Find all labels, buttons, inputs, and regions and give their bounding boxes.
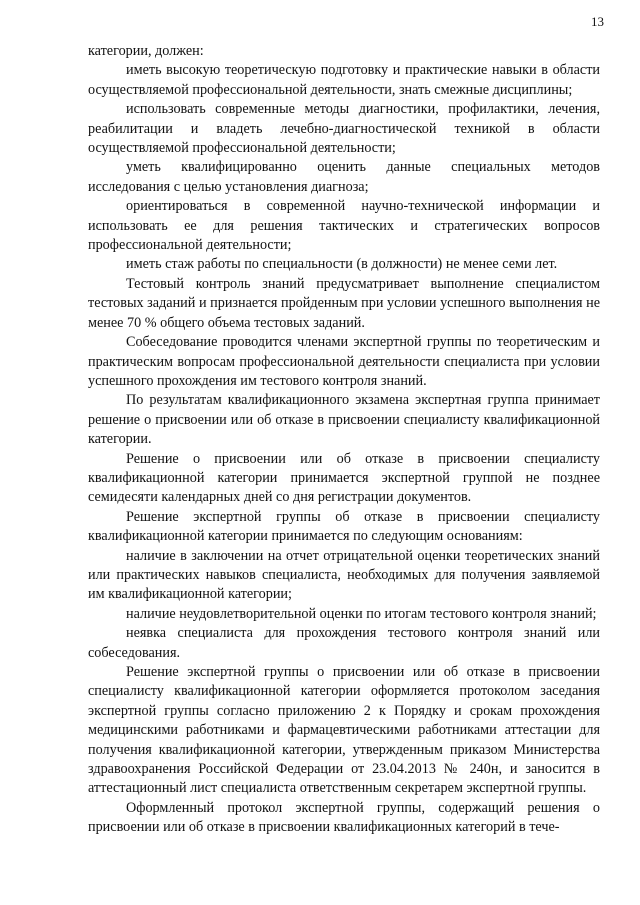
requirement-item: уметь квалифицированно оценить данные специальных методов исследования с целью установления диагноза;: [88, 159, 600, 195]
requirement-item: ориентироваться в современной научно-технической информации и использовать ее для решения тактических и стратегических вопросов профессиональной деятельности;: [88, 198, 600, 254]
requirement-item: иметь высокую теоретическую подготовку и практические навыки в области осуществляемой профессиональной деятельности, знать смежные дисциплины;: [88, 62, 600, 98]
paragraph: Решение экспертной группы о присвоении или об отказе в присвоении специалисту квалификационной категории оформляется протоколом заседания экспертной группы согласно приложению 2 к Порядку и срокам прохождения медицинскими работниками и фармацевтическими работниками аттестации для получения квалификационной категории, утвержденным приказом Министерства здравоохранения Российской Федерации от 23.04.2013 № 240н, и заносится в аттестационный лист специалиста ответственным секретарем экспертной группы.: [88, 664, 600, 797]
requirement-item: иметь стаж работы по специальности (в должности) не менее семи лет.: [126, 256, 558, 273]
body-text: [88, 42, 600, 838]
refusal-ground-item: наличие в заключении на отчет отрицательной оценки теоретических знаний или практических навыков специалиста, необходимых для получения заявляемой им квалификационной категории;: [88, 547, 600, 603]
page-number: 13: [591, 14, 604, 29]
paragraph: Тестовый контроль знаний предусматривает выполнение специалистом тестовых заданий и признается пройденным при условии успешного выполнения не менее 70 % общего объема тестовых заданий.: [88, 275, 600, 331]
requirement-item: использовать современные методы диагностики, профилактики, лечения, реабилитации и владеть лечебно-диагностической техникой в области осуществляемой профессиональной деятельности;: [88, 101, 600, 157]
paragraph-continuation: категории, должен:: [88, 43, 204, 59]
paragraph: Решение о присвоении или об отказе в присвоении специалисту квалификационной категории принимается экспертной группой не позднее семидесяти календарных дней со дня регистрации документов.: [88, 450, 600, 506]
refusal-ground-item: наличие неудовлетворительной оценки по итогам тестового контроля знаний;: [126, 605, 597, 622]
paragraph: Собеседование проводится членами экспертной группы по теоретическим и практическим вопросам профессиональной деятельности специалиста при условии успешного прохождения им тестового контроля знаний.: [88, 334, 600, 389]
paragraph: Оформленный протокол экспертной группы, содержащий решения о присвоении или об отказе в присвоении квалификационных категорий в тече-: [88, 799, 600, 836]
paragraph: Решение экспертной группы об отказе в присвоении специалисту квалификационной категории принимается по следующим основаниям:: [88, 508, 600, 545]
paragraph: По результатам квалификационного экзамена экспертная группа принимает решение о присвоении или об отказе в присвоении специалисту квалификационной категории.: [88, 392, 600, 448]
refusal-ground-item: неявка специалиста для прохождения тестового контроля знаний или собеседования.: [88, 625, 600, 661]
